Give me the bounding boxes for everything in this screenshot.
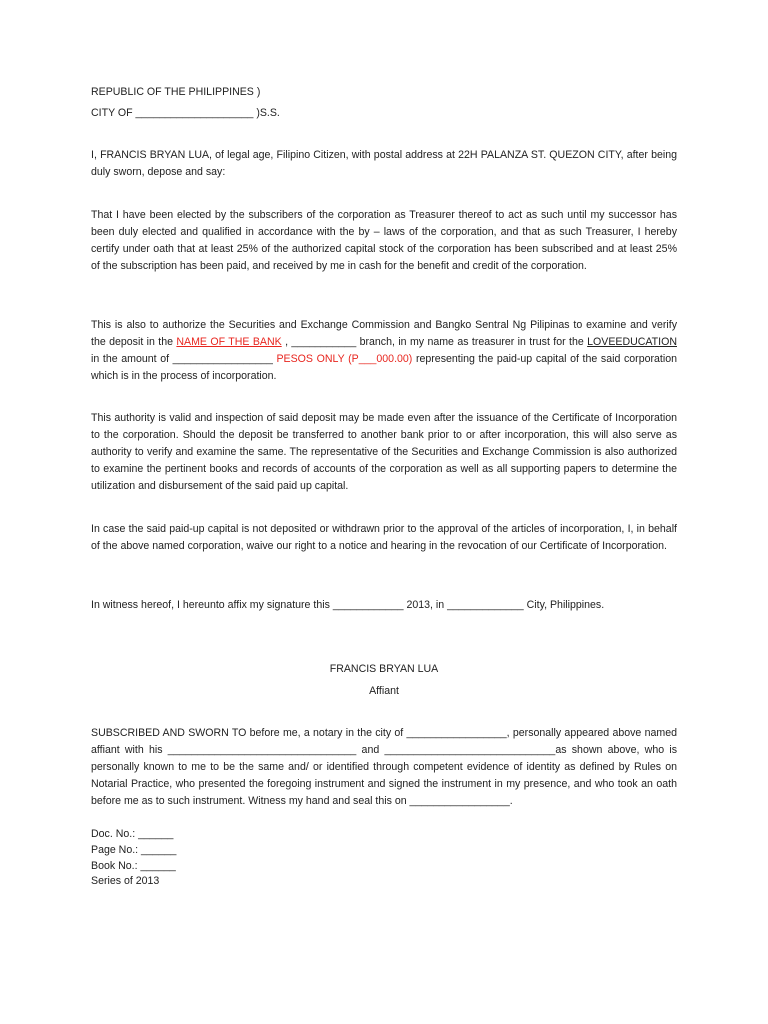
validity-paragraph: This authority is valid and inspection of said deposit may be made even after the issuance of the Certificate of Incorporation to the corporation. Should the deposit be transferred to another bank prior to or after incorporation, this will also serve as authority to verify and examine the same. The representative of the Securities and Exchange Commission is also authorized to examine the pertinent books and records of accounts of the corporation as well as all supporting papers to determine the utilization and disbursement of the said paid up capital.	[91, 412, 677, 492]
jurat-paragraph: SUBSCRIBED AND SWORN TO before me, a notary in the city of _________________, personally appeared above named affiant with his ________________________________ and _____________________________as shown above, who is personally known to me to be the same and/ or identified through competent evidence of identity as defined by Rules on Notarial Practice, who presented the foregoing instrument and signed the instrument in my presence, and who took an oath before me as to such instrument. Witness my hand and seal this on _________________.	[91, 727, 677, 807]
intro-paragraph: I, FRANCIS BRYAN LUA, of legal age, Filipino Citizen, with postal address at 22H PALANZA ST. QUEZON CITY, after being duly sworn, depose and say:	[91, 149, 677, 178]
book-no: Book No.: ______	[91, 860, 176, 872]
series-year: Series of 2013	[91, 875, 160, 887]
authorization-text-a: This is also to authorize the Securities and Exchange Commission and Bangko Sentral Ng Pilipinas to examine and verify the deposit in the	[91, 319, 677, 348]
waiver-paragraph: In case the said paid-up capital is not deposited or withdrawn prior to the approval of the articles of incorporation, I, in behalf of the above named corporation, waive our right to a notice and hearing in the revocation of our Certificate of Incorporation.	[91, 523, 677, 552]
page-no: Page No.: ______	[91, 844, 177, 856]
affiant-role: Affiant	[369, 685, 399, 697]
header-republic: REPUBLIC OF THE PHILIPPINES )	[91, 86, 261, 98]
authorization-paragraph	[91, 317, 677, 385]
authorization-text-b: , ___________ branch, in my name as treasurer in trust for the	[281, 336, 588, 348]
authorization-text-d: representing the paid-up capital of the said corporation which is in the process of incorporation.	[91, 353, 677, 382]
treasurer-paragraph: That I have been elected by the subscribers of the corporation as Treasurer thereof to act as such until my successor has been duly elected and qualified in accordance with the by – laws of the corporation, and that as such Treasurer, I hereby certify under oath that at least 25% of the authorized capital stock of the corporation has been subscribed and at least 25% of the subscription has been paid, and received by me in cash for the benefit and credit of the corporation.	[91, 209, 677, 272]
affiant-name: FRANCIS BRYAN LUA	[329, 663, 439, 675]
header-city: CITY OF ____________________ )S.S.	[91, 107, 280, 119]
doc-no: Doc. No.: ______	[91, 828, 174, 840]
witness-paragraph: In witness hereof, I hereunto affix my signature this ____________ 2013, in _____________ City, Philippines.	[91, 599, 605, 611]
authorization-text-c: in the amount of _________________	[91, 353, 277, 365]
bank-name-placeholder: NAME OF THE BANK	[176, 336, 282, 348]
corporation-name: LOVEEDUCATION	[587, 336, 677, 348]
pesos-amount-placeholder: PESOS ONLY (P___000.00)	[276, 353, 413, 365]
